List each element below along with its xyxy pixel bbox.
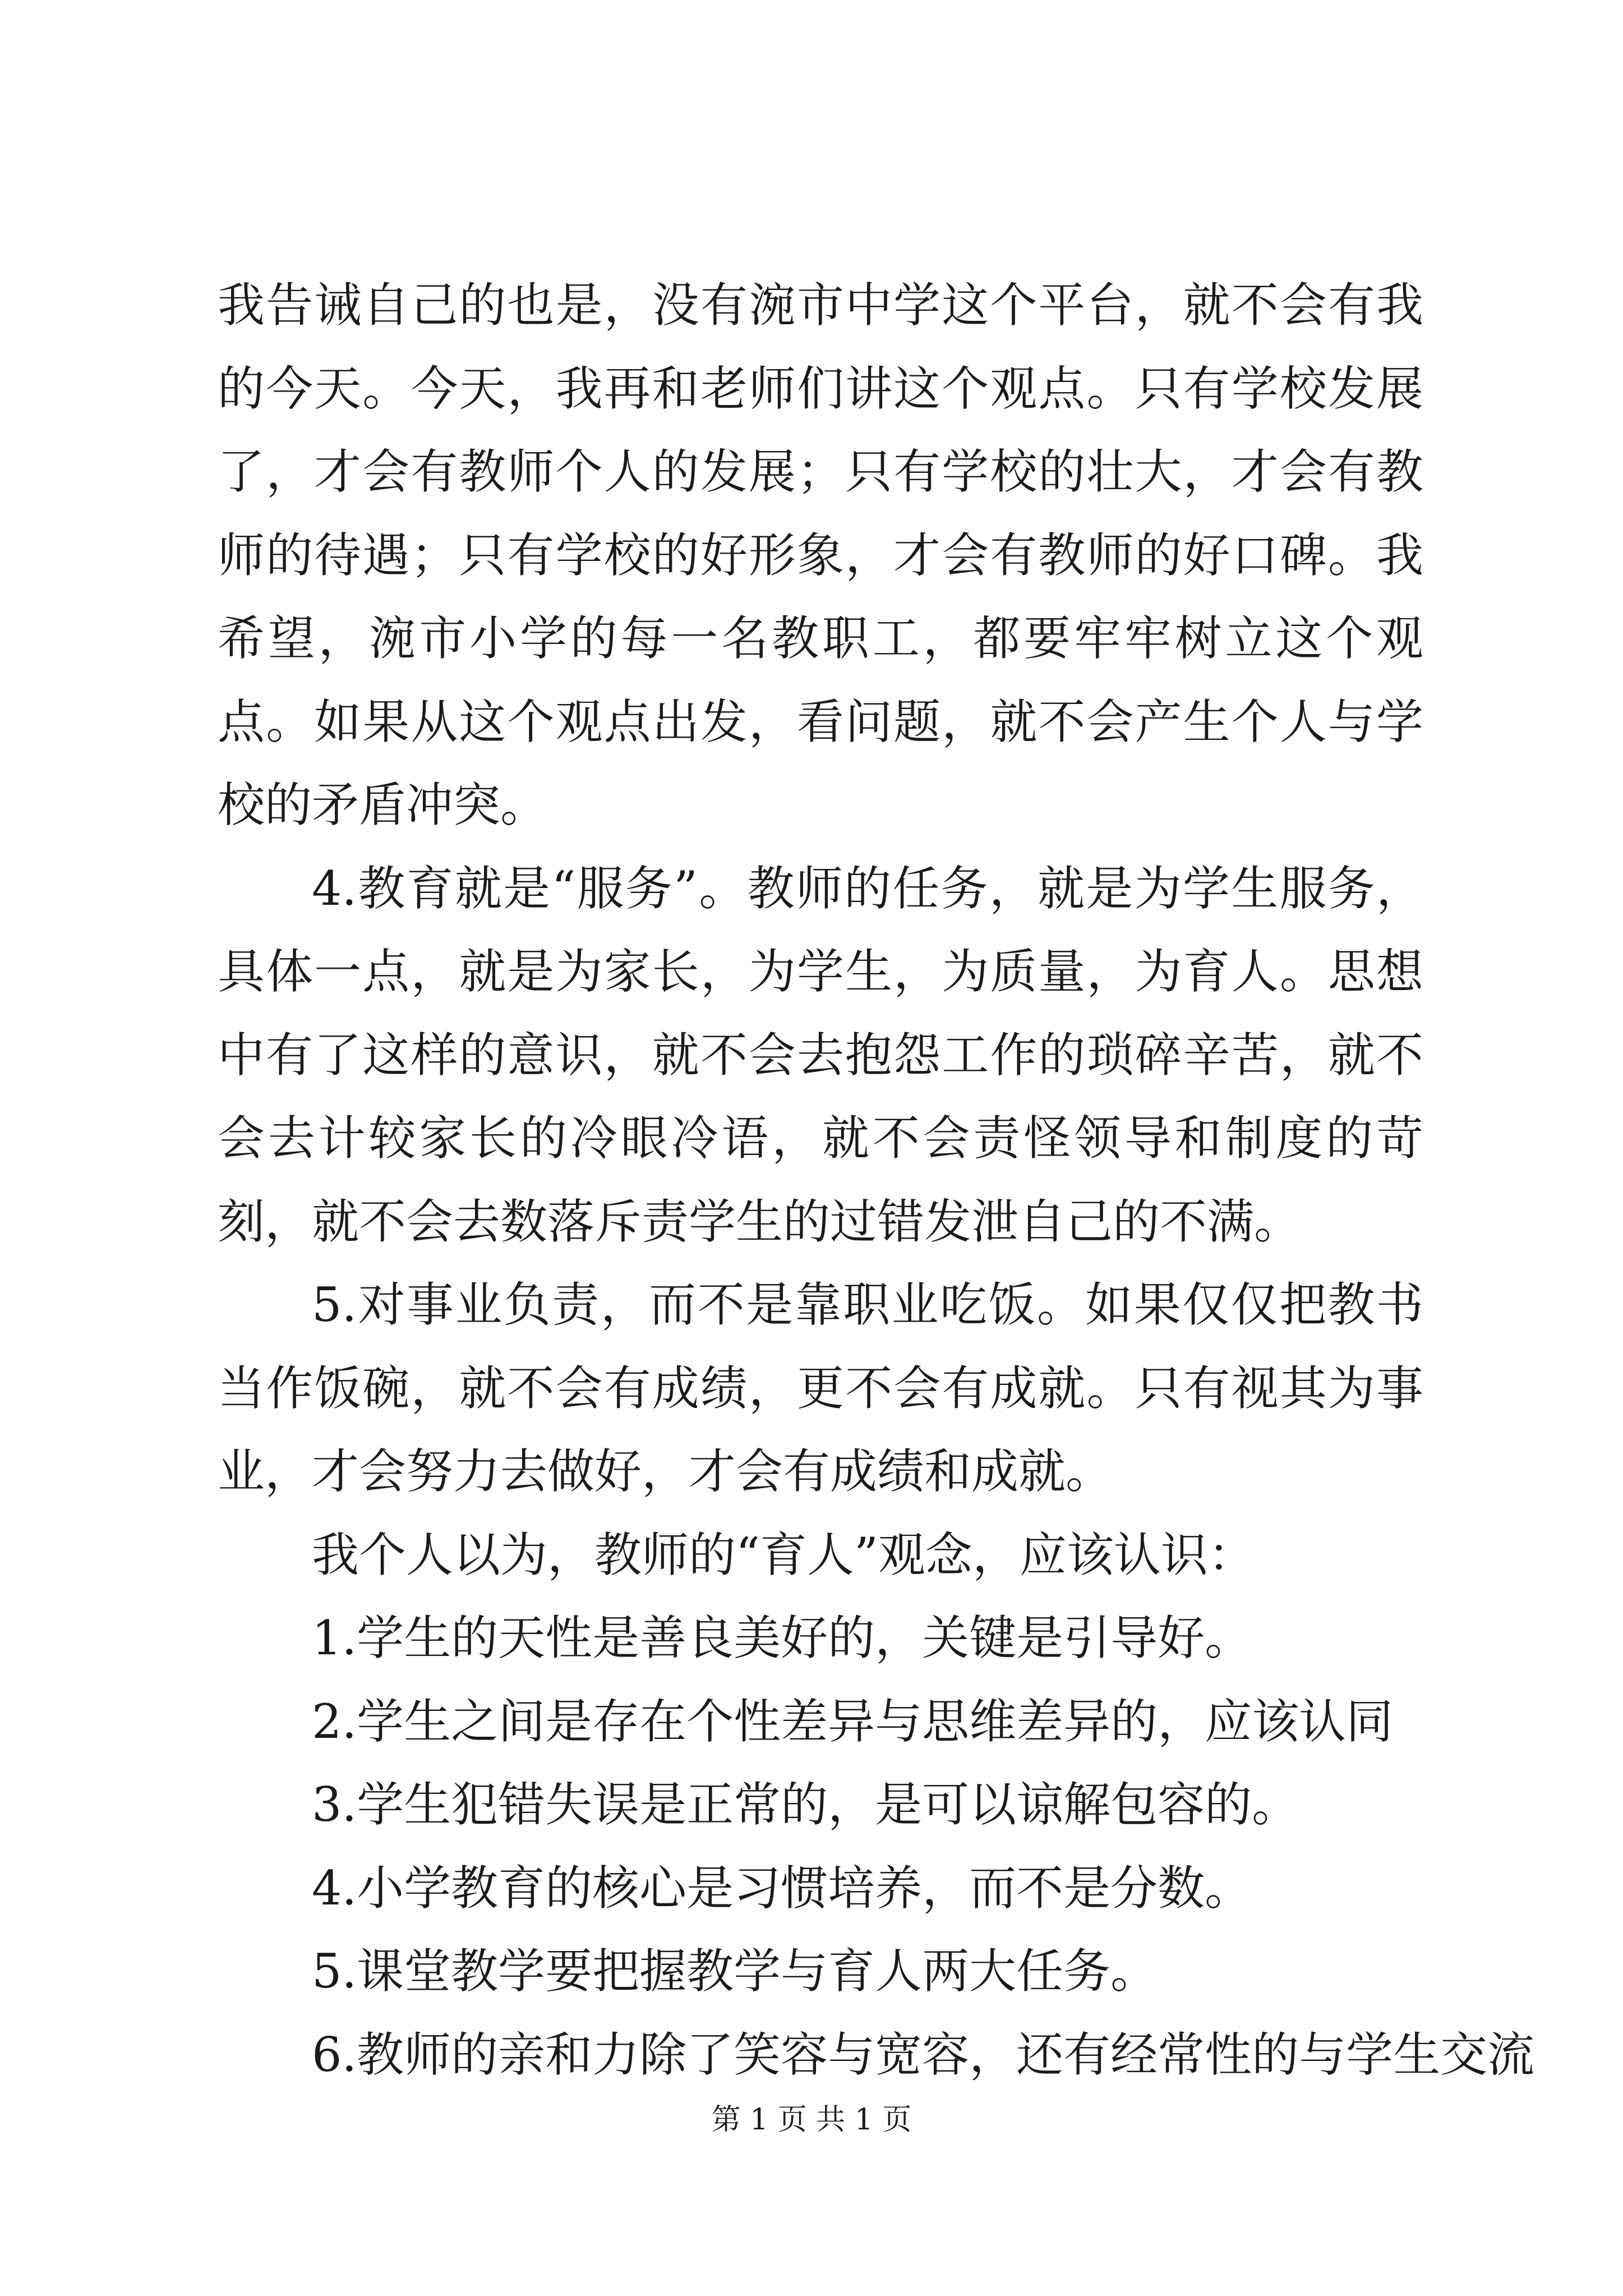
list-item: 5.课堂教学要把握教学与育人两大任务。: [312, 1944, 1158, 1999]
list-intro: 我个人以为，教师的“育人”观念，应该认识：: [312, 1527, 1255, 1582]
list-item: 2.学生之间是存在个性差异与思维差异的，应该认同: [312, 1694, 1394, 1749]
paragraph-intro: 我告诫自己的也是，没有涴市中学这个平台，就不会有我的今天。今天，我再和老师们讲这个观点。只有学校发展了，才会有教师个人的发展；只有学校的壮大，才会有教师的待遇；只有学校的好形象，才会有教师的好口碑。我希望，涴市小学的每一名教职工，都要牢牢树立这个观点。如果从这个观点出发，看问题，就不会产生个人与学校的矛盾冲突。: [218, 278, 1423, 832]
list-item: 1.学生的天性是善良美好的，关键是引导好。: [312, 1611, 1252, 1665]
paragraph-point-4: 4.教育就是“服务”。教师的任务，就是为学生服务，具体一点，就是为家长，为学生，为质量，为育人。思想中有了这样的意识，就不会去抱怨工作的琐碎辛苦，就不会去计较家长的冷眼冷语，就不会责怪领导和制度的苛刻，就不会去数落斥责学生的过错发泄自己的不满。: [218, 861, 1423, 1249]
paragraph-point-5: 5.对事业负责，而不是靠职业吃饭。如果仅仅把教书当作饭碗，就不会有成绩，更不会有成就。只有视其为事业，才会努力去做好，才会有成绩和成就。: [218, 1277, 1423, 1499]
list-item: 4.小学教育的核心是习惯培养，而不是分数。: [312, 1860, 1252, 1916]
document-body: [218, 264, 1535, 2096]
list-item: 3.学生犯错失误是正常的，是可以谅解包容的。: [312, 1777, 1299, 1832]
page-footer: 第 1 页 共 1 页: [711, 2103, 912, 2137]
list-item: 6.教师的亲和力除了笑容与宽容，还有经常性的与学生交流: [312, 2027, 1535, 2082]
